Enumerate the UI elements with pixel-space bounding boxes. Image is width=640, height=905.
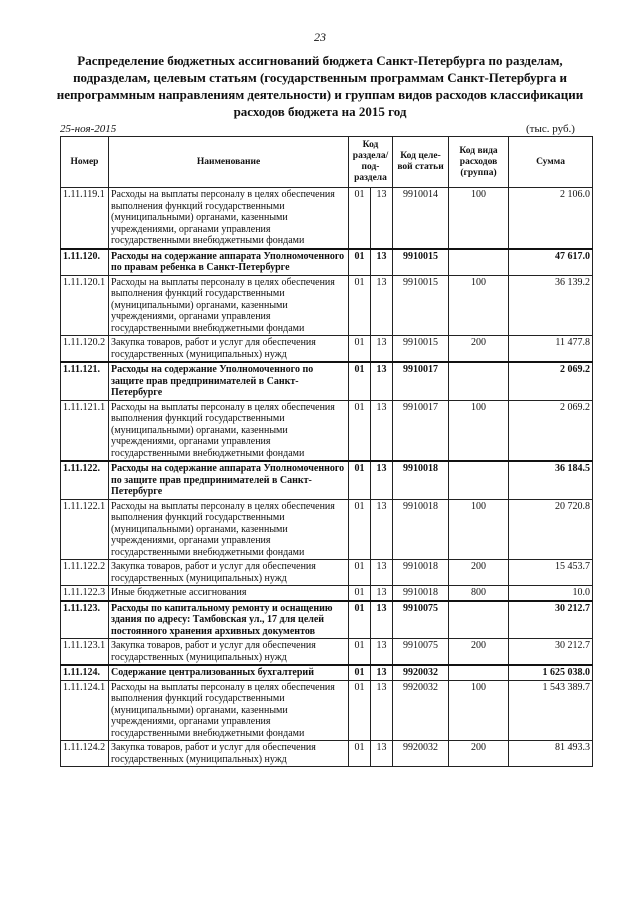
table-row	[61, 639, 593, 666]
table-row	[61, 560, 593, 586]
row-group: 800	[449, 586, 509, 601]
row-name: Содержание централизованных бухгалтерий	[109, 665, 349, 680]
row-article: 9920032	[393, 665, 449, 680]
header-group: Код вида расходов (группа)	[449, 137, 509, 188]
row-subsection: 13	[371, 362, 393, 400]
row-sum: 30 212.7	[509, 639, 593, 666]
row-group: 100	[449, 680, 509, 741]
row-name: Расходы на содержание Уполномоченного по защите прав предпринимателей в Санкт-Петербурге	[109, 362, 349, 400]
row-group: 100	[449, 275, 509, 336]
row-number: 1.11.123.	[61, 601, 109, 639]
header-article: Код целе-вой статьи	[393, 137, 449, 188]
row-group: 200	[449, 741, 509, 767]
row-section: 01	[349, 601, 371, 639]
page-number: 23	[314, 30, 326, 44]
row-subsection: 13	[371, 560, 393, 586]
row-subsection: 13	[371, 275, 393, 336]
table-row	[61, 665, 593, 680]
row-number: 1.11.120.1	[61, 275, 109, 336]
row-group: 100	[449, 499, 509, 560]
header-name: Наименование	[109, 137, 349, 188]
row-sum: 47 617.0	[509, 249, 593, 276]
row-section: 01	[349, 400, 371, 461]
row-name: Расходы на выплаты персоналу в целях обеспечения выполнения функций государственными (муниципальными) органами, казенными учреждениями, органами управления государственными внебюджетными фондами	[109, 275, 349, 336]
row-group	[449, 461, 509, 499]
row-group: 200	[449, 336, 509, 363]
row-article: 9910018	[393, 560, 449, 586]
row-section: 01	[349, 639, 371, 666]
row-section: 01	[349, 275, 371, 336]
row-article: 9910075	[393, 601, 449, 639]
row-sum: 15 453.7	[509, 560, 593, 586]
row-sum: 2 069.2	[509, 400, 593, 461]
row-name: Закупка товаров, работ и услуг для обеспечения государственных (муниципальных) нужд	[109, 560, 349, 586]
row-number: 1.11.121.	[61, 362, 109, 400]
row-name: Иные бюджетные ассигнования	[109, 586, 349, 601]
row-number: 1.11.124.	[61, 665, 109, 680]
row-article: 9910017	[393, 400, 449, 461]
row-number: 1.11.123.1	[61, 639, 109, 666]
row-article: 9910015	[393, 249, 449, 276]
row-group: 200	[449, 560, 509, 586]
table-row	[61, 601, 593, 639]
row-subsection: 13	[371, 188, 393, 249]
row-number: 1.11.124.1	[61, 680, 109, 741]
row-number: 1.11.122.3	[61, 586, 109, 601]
row-sum: 1 543 389.7	[509, 680, 593, 741]
table-row	[61, 741, 593, 767]
row-name: Расходы на выплаты персоналу в целях обеспечения выполнения функций государственными (муниципальными) органами, казенными учреждениями, органами управления государственными внебюджетными фондами	[109, 400, 349, 461]
row-article: 9910018	[393, 461, 449, 499]
row-sum: 10.0	[509, 586, 593, 601]
row-sum: 2 106.0	[509, 188, 593, 249]
row-group: 200	[449, 639, 509, 666]
row-number: 1.11.124.2	[61, 741, 109, 767]
row-section: 01	[349, 362, 371, 400]
row-subsection: 13	[371, 499, 393, 560]
table-row	[61, 680, 593, 741]
row-article: 9910018	[393, 586, 449, 601]
row-sum: 36 139.2	[509, 275, 593, 336]
row-group: 100	[449, 400, 509, 461]
row-number: 1.11.122.1	[61, 499, 109, 560]
row-section: 01	[349, 586, 371, 601]
row-sum: 11 477.8	[509, 336, 593, 363]
table-row	[61, 499, 593, 560]
table-row	[61, 249, 593, 276]
row-article: 9910075	[393, 639, 449, 666]
row-section: 01	[349, 499, 371, 560]
row-section: 01	[349, 336, 371, 363]
row-subsection: 13	[371, 336, 393, 363]
table-row	[61, 275, 593, 336]
row-name: Расходы по капитальному ремонту и оснащению здания по адресу: Тамбовская ул., 17 для целей постоянного хранения архивных документов	[109, 601, 349, 639]
row-name: Расходы на выплаты персоналу в целях обеспечения выполнения функций государственными (муниципальными) органами, казенными учреждениями, органами управления государственными внебюджетными фондами	[109, 499, 349, 560]
row-subsection: 13	[371, 586, 393, 601]
table-row	[61, 362, 593, 400]
row-subsection: 13	[371, 665, 393, 680]
table-row	[61, 336, 593, 363]
row-name: Расходы на содержание аппарата Уполномоченного по правам ребенка в Санкт-Петербурге	[109, 249, 349, 276]
row-group	[449, 601, 509, 639]
row-article: 9920032	[393, 741, 449, 767]
row-section: 01	[349, 461, 371, 499]
row-section: 01	[349, 665, 371, 680]
row-sum: 36 184.5	[509, 461, 593, 499]
row-sum: 2 069.2	[509, 362, 593, 400]
row-name: Закупка товаров, работ и услуг для обеспечения государственных (муниципальных) нужд	[109, 336, 349, 363]
row-number: 1.11.119.1	[61, 188, 109, 249]
row-sum: 20 720.8	[509, 499, 593, 560]
row-group	[449, 249, 509, 276]
row-number: 1.11.120.	[61, 249, 109, 276]
row-subsection: 13	[371, 601, 393, 639]
row-sum: 81 493.3	[509, 741, 593, 767]
units-label: (тыс. руб.)	[526, 123, 575, 135]
row-section: 01	[349, 741, 371, 767]
header-section: Код раздела/ под-раздела	[349, 137, 393, 188]
row-name: Закупка товаров, работ и услуг для обеспечения государственных (муниципальных) нужд	[109, 741, 349, 767]
row-number: 1.11.122.2	[61, 560, 109, 586]
table-row	[61, 461, 593, 499]
row-subsection: 13	[371, 400, 393, 461]
row-name: Закупка товаров, работ и услуг для обеспечения государственных (муниципальных) нужд	[109, 639, 349, 666]
table-row	[61, 400, 593, 461]
row-subsection: 13	[371, 461, 393, 499]
row-section: 01	[349, 680, 371, 741]
row-section: 01	[349, 249, 371, 276]
row-number: 1.11.120.2	[61, 336, 109, 363]
row-section: 01	[349, 560, 371, 586]
row-sum: 1 625 038.0	[509, 665, 593, 680]
header-sum: Сумма	[509, 137, 593, 188]
row-article: 9910015	[393, 275, 449, 336]
row-group	[449, 362, 509, 400]
row-sum: 30 212.7	[509, 601, 593, 639]
row-group	[449, 665, 509, 680]
row-subsection: 13	[371, 639, 393, 666]
row-name: Расходы на выплаты персоналу в целях обеспечения выполнения функций государственными (муниципальными) органами, казенными учреждениями, органами управления государственными внебюджетными фондами	[109, 680, 349, 741]
row-group: 100	[449, 188, 509, 249]
row-section: 01	[349, 188, 371, 249]
row-number: 1.11.121.1	[61, 400, 109, 461]
row-article: 9910017	[393, 362, 449, 400]
table-body	[61, 188, 593, 767]
table-row	[61, 586, 593, 601]
row-subsection: 13	[371, 680, 393, 741]
row-article: 9910015	[393, 336, 449, 363]
document-title: Распределение бюджетных ассигнований бюджета Санкт-Петербурга по разделам, подразделам, целевым статьям (государственным программам Санкт-Петербурга и непрограммным направлениям деятельности) и группам видов расходов классификации расходов бюджета на 2015 год	[56, 53, 584, 119]
row-article: 9920032	[393, 680, 449, 741]
row-article: 9910014	[393, 188, 449, 249]
table-row	[61, 188, 593, 249]
budget-table	[60, 136, 593, 767]
table-header-row	[61, 137, 593, 188]
row-article: 9910018	[393, 499, 449, 560]
header-number: Номер	[61, 137, 109, 188]
row-subsection: 13	[371, 741, 393, 767]
row-name: Расходы на выплаты персоналу в целях обеспечения выполнения функций государственными (муниципальными) органами, казенными учреждениями, органами управления государственными внебюджетными фондами	[109, 188, 349, 249]
row-number: 1.11.122.	[61, 461, 109, 499]
row-subsection: 13	[371, 249, 393, 276]
document-date: 25-ноя-2015	[60, 123, 117, 135]
row-name: Расходы на содержание аппарата Уполномоченного по защите прав предпринимателей в Санкт-Петербурге	[109, 461, 349, 499]
